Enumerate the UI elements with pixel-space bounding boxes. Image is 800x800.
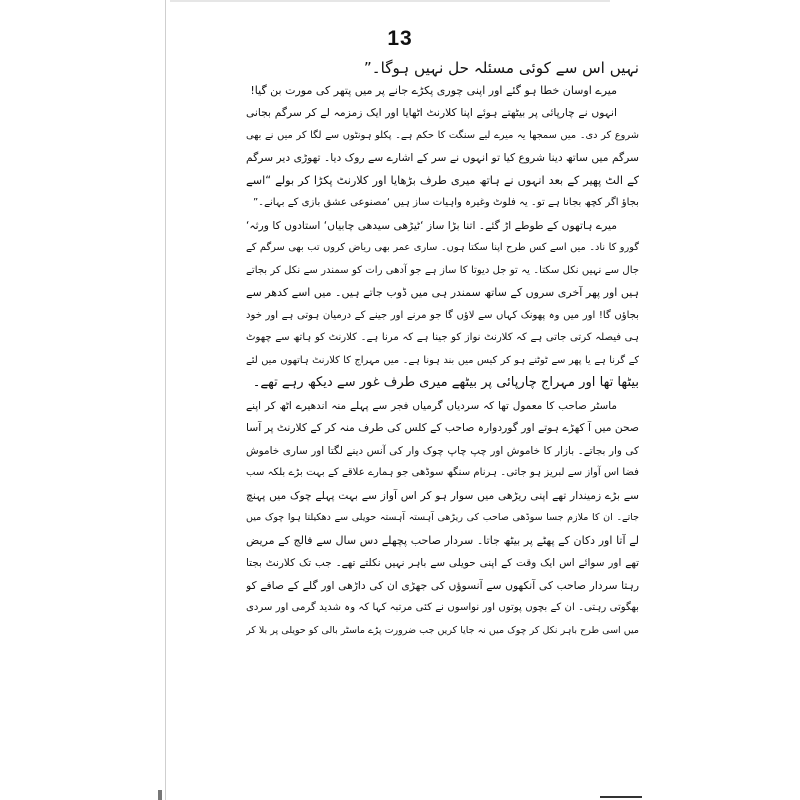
text-line: کے الٹ پھیر کے بعد انہوں نے ہاتھ میری طرف بڑھایا اور کلارنٹ پکڑا کر بولے “اسے (246, 173, 639, 187)
text-line: بجاؤں گا! اور میں وہ پھونک کہاں سے لاؤں گا جو مرنے اور جینے کے درمیان ہوتی ہے اور خود (246, 309, 639, 321)
text-line: بجاؤ اگر کچھ بجانا ہے تو۔ یہ فلوٹ وغیرہ واہیات ساز ہیں ‘مصنوعی عشق بازی کے بہانے۔” (252, 197, 639, 208)
text-line: میرے ہاتھوں کے طوطے اڑ گئے۔ اتنا بڑا ساز ‘ٹیڑھی سیدھی چابیاں‘ استادوں کا ورثہ‘ (246, 218, 617, 232)
text-line: ہیں اور پھر آخری سروں کے ساتھ سمندر ہی میں ڈوب جاتے ہیں۔ میں اسے کدھر سے (246, 286, 639, 299)
text-line: بھگوتی رہتی۔ ان کے بچوں پوتوں اور نواسوں نے کئی مرتبہ کہا کہ وہ شدید گرمی اور سردی (246, 602, 639, 613)
text-line: رہتا سردار صاحب کی آنکھوں سے آنسوؤں کی جھڑی ان کی داڑھی اور گلے کے صافے کو (246, 578, 639, 592)
text-line: ہی فیصلہ کرتی جاتی ہے کہ کلارنٹ نواز کو جینا ہے کہ مرنا ہے۔ کلارنٹ کو ہاتھ سے چھوٹ (246, 332, 639, 343)
text-line: بیٹھا تھا اور مہراج چارپائی پر بیٹھے میری طرف غور سے دیکھ رہے تھے۔ (252, 375, 639, 390)
page-bottom-edge-mark (600, 796, 642, 798)
text-line: گورو کا ناد۔ میں اسے کس طرح اپنا سکتا ہوں۔ ساری عمر بھی ریاض کروں تب بھی سرگم کے (246, 242, 639, 253)
text-line: میں اسی طرح باہر نکل کر چوک میں نہ جایا کریں جب ضرورت پڑے ماسٹر بالی کو حویلی پر بلا کر (246, 624, 639, 636)
text-line: شروع کر دی۔ میں سمجھا یہ میرے لیے سنگت کا حکم ہے۔ پکلو ہونٹوں سے لگا کر میں نے بھی (246, 129, 639, 141)
text-line: ماسٹر صاحب کا معمول تھا کہ سردیاں گرمیاں فجر سے پہلے منہ اندھیرے اٹھ کر اپنے (246, 399, 617, 412)
urdu-body-text (246, 57, 639, 642)
page-bottom-left-mark (158, 790, 162, 800)
text-line: سے بڑے زمیندار تھے اپنی ریڑھی میں سوار ہو کر اس آواز سے بہت پہلے چوک میں پہنچ (246, 488, 639, 502)
text-line: تھے اور سوائے اس ایک وقت کے اپنی حویلی سے باہر نہیں نکلتے تھے۔ جب تک کلارنٹ بجتا (246, 557, 639, 569)
text-line: جاتے۔ ان کا ملازم جسا سوڈھی صاحب کی ریڑھی آہستہ آہستہ حویلی سے دھکیلتا ہوا چوک میں (246, 512, 639, 523)
text-line: سرگم میں ساتھ دینا شروع کیا تو انہوں نے سر کے اشارے سے روک دیا۔ تھوڑی دیر سرگم (246, 151, 639, 164)
text-line: جال سے نہیں نکل سکتا۔ یہ تو جل دیوتا کا ساز ہے جو آدھی رات کو سمندر سے نکل کر بجاتے (246, 264, 639, 276)
text-line: لے آتا اور دکان کے پھٹے پر بیٹھ جاتا۔ سردار صاحب پچھلے دس سال سے فالج کے مریض (246, 533, 639, 547)
text-line: کے گرنا ہے یا پھر سے ٹوٹنے ہو کر کیس میں بند ہونا ہے۔ میں مہراج کا کلارنٹ ہاتھوں میں لئے (246, 354, 639, 366)
page-top-edge (170, 0, 610, 2)
text-line: صحن میں آ کھڑے ہوتے اور گوردوارہ صاحب کے کلس کی طرف منہ کر کے کلارنٹ پر آسا (246, 421, 639, 434)
text-line: فضا اس آواز سے لبریز ہو جاتی۔ ہرنام سنگھ سوڈھی جو ہمارے علاقے کے بہت بڑے بلکہ سب (246, 467, 639, 478)
page-number: 13 (387, 27, 413, 50)
text-line: میرے اوسان خطا ہو گئے اور اپنی چوری پکڑے جانے پر میں پتھر کی مورت بن گیا! (250, 83, 617, 97)
text-line: نہیں اس سے کوئی مسئلہ حل نہیں ہوگا۔” (363, 59, 639, 77)
page-left-edge (165, 0, 166, 800)
text-line: انہوں نے چارپائی پر بیٹھتے ہوئے اپنا کلارنٹ اٹھایا اور ایک زمزمہ لے کر سرگم بجانی (246, 106, 617, 119)
text-line: کی وار بجاتے۔ بازار کا خاموش اور چپ چاپ چوک وار کی آنس دینے لگتا اور ساری خاموش (246, 444, 639, 457)
